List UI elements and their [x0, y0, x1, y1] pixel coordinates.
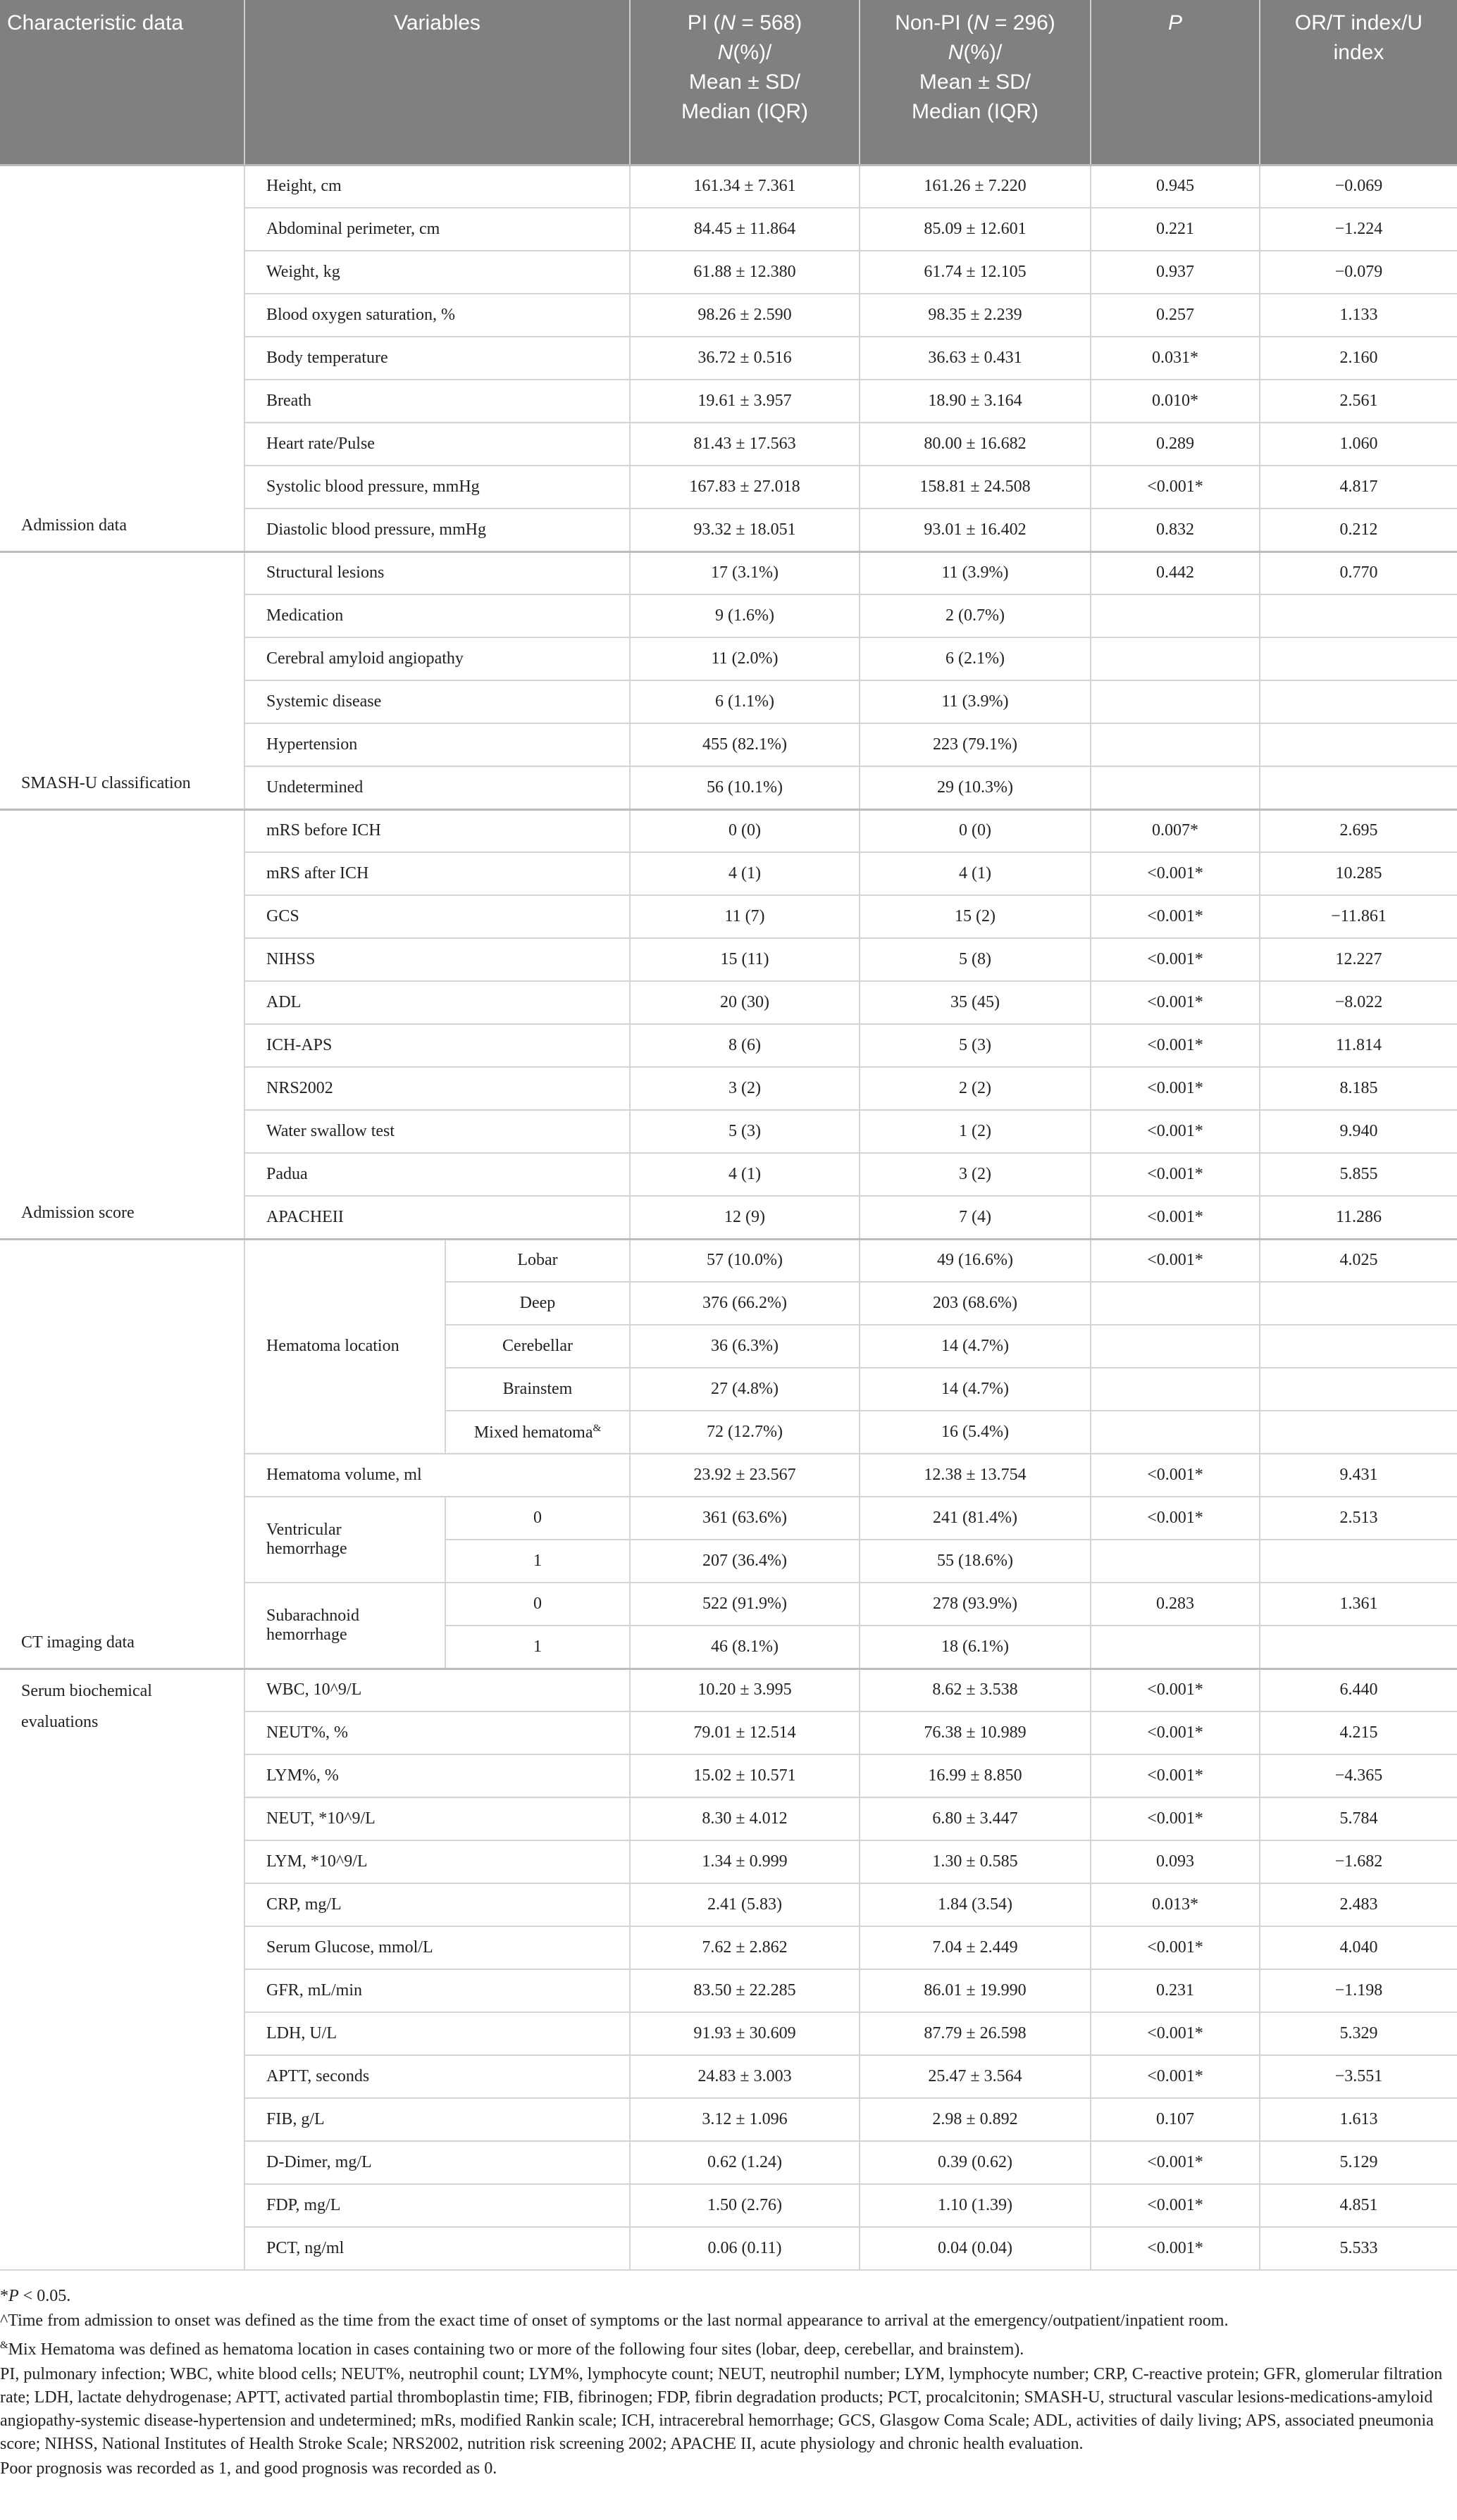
- variable-name: FDP, mg/L: [244, 2184, 630, 2227]
- non-pi-value: 6 (2.1%): [860, 637, 1091, 680]
- variable-name: Hypertension: [244, 723, 630, 766]
- p-value: <0.001*: [1091, 895, 1260, 938]
- variable-name: CRP, mg/L: [244, 1883, 630, 1926]
- variable-name: Weight, kg: [244, 251, 630, 294]
- non-pi-value: 55 (18.6%): [860, 1540, 1091, 1583]
- statistic-value: 5.855: [1260, 1153, 1457, 1196]
- p-value: [1091, 1282, 1260, 1325]
- pi-value: 10.20 ± 3.995: [630, 1668, 860, 1711]
- non-pi-value: 3 (2): [860, 1153, 1091, 1196]
- statistic-value: −1.198: [1260, 1969, 1457, 2012]
- header-variables: Variables: [244, 0, 630, 165]
- non-pi-value: 1.10 (1.39): [860, 2184, 1091, 2227]
- pi-value: 91.93 ± 30.609: [630, 2012, 860, 2055]
- statistic-value: −3.551: [1260, 2055, 1457, 2098]
- variable-subcategory: Cerebellar: [445, 1325, 630, 1368]
- statistic-value: 2.160: [1260, 337, 1457, 380]
- variable-name: APTT, seconds: [244, 2055, 630, 2098]
- non-pi-value: 5 (8): [860, 938, 1091, 981]
- variable-name: Blood oxygen saturation, %: [244, 294, 630, 337]
- non-pi-value: 93.01 ± 16.402: [860, 509, 1091, 551]
- variable-subcategory: Brainstem: [445, 1368, 630, 1411]
- variable-subcategory: Deep: [445, 1282, 630, 1325]
- non-pi-value: 25.47 ± 3.564: [860, 2055, 1091, 2098]
- statistic-value: 4.215: [1260, 1711, 1457, 1754]
- p-value: <0.001*: [1091, 2184, 1260, 2227]
- p-value: 0.945: [1091, 165, 1260, 208]
- non-pi-value: 161.26 ± 7.220: [860, 165, 1091, 208]
- variable-name: Structural lesions: [244, 551, 630, 594]
- variable-name: APACHEII: [244, 1196, 630, 1239]
- statistic-value: 2.483: [1260, 1883, 1457, 1926]
- footnote-prognosis: Poor prognosis was recorded as 1, and good prognosis was recorded as 0.: [0, 2459, 497, 2478]
- p-value: <0.001*: [1091, 1668, 1260, 1711]
- non-pi-value: 16.99 ± 8.850: [860, 1754, 1091, 1797]
- pi-value: 0.06 (0.11): [630, 2227, 860, 2270]
- non-pi-value: 7.04 ± 2.449: [860, 1926, 1091, 1969]
- pi-value: 79.01 ± 12.514: [630, 1711, 860, 1754]
- p-value: <0.001*: [1091, 852, 1260, 895]
- statistic-value: 9.940: [1260, 1110, 1457, 1153]
- non-pi-value: 203 (68.6%): [860, 1282, 1091, 1325]
- non-pi-value: 14 (4.7%): [860, 1325, 1091, 1368]
- pi-value: 98.26 ± 2.590: [630, 294, 860, 337]
- statistic-value: [1260, 1540, 1457, 1583]
- statistic-value: 0.212: [1260, 509, 1457, 551]
- pi-value: 1.50 (2.76): [630, 2184, 860, 2227]
- footnote-mixed-hematoma: &Mix Hematoma was defined as hematoma location in cases containing two or more of the following four sites (lobar, deep, cerebellar, and brainstem).: [0, 2340, 1024, 2359]
- p-value: 0.221: [1091, 208, 1260, 251]
- p-value: <0.001*: [1091, 1110, 1260, 1153]
- pi-value: 72 (12.7%): [630, 1411, 860, 1454]
- pi-value: 81.43 ± 17.563: [630, 423, 860, 466]
- variable-name: LYM%, %: [244, 1754, 630, 1797]
- non-pi-value: 98.35 ± 2.239: [860, 294, 1091, 337]
- pi-value: 207 (36.4%): [630, 1540, 860, 1583]
- non-pi-value: 1.30 ± 0.585: [860, 1840, 1091, 1883]
- variable-name: WBC, 10^9/L: [244, 1668, 630, 1711]
- p-value: <0.001*: [1091, 2055, 1260, 2098]
- non-pi-value: 49 (16.6%): [860, 1239, 1091, 1282]
- group-label: Admission data: [0, 165, 244, 551]
- variable-subcategory: 1: [445, 1626, 630, 1668]
- pi-value: 0 (0): [630, 809, 860, 852]
- non-pi-value: 2 (0.7%): [860, 594, 1091, 637]
- p-value: <0.001*: [1091, 1454, 1260, 1497]
- p-value: <0.001*: [1091, 2012, 1260, 2055]
- table-body: [0, 165, 1457, 2270]
- non-pi-value: 12.38 ± 13.754: [860, 1454, 1091, 1497]
- table-row: [0, 551, 1457, 594]
- pi-value: 522 (91.9%): [630, 1583, 860, 1626]
- statistic-value: [1260, 680, 1457, 723]
- non-pi-value: 11 (3.9%): [860, 680, 1091, 723]
- pi-value: 15 (11): [630, 938, 860, 981]
- table-row: [0, 1239, 1457, 1282]
- non-pi-value: 18.90 ± 3.164: [860, 380, 1091, 423]
- non-pi-value: 76.38 ± 10.989: [860, 1711, 1091, 1754]
- pi-value: 36 (6.3%): [630, 1325, 860, 1368]
- statistic-value: −0.079: [1260, 251, 1457, 294]
- non-pi-value: 80.00 ± 16.682: [860, 423, 1091, 466]
- statistic-value: 1.060: [1260, 423, 1457, 466]
- statistic-value: [1260, 766, 1457, 809]
- p-value: <0.001*: [1091, 1196, 1260, 1239]
- p-value: 0.832: [1091, 509, 1260, 551]
- variable-name: LYM, *10^9/L: [244, 1840, 630, 1883]
- non-pi-value: 61.74 ± 12.105: [860, 251, 1091, 294]
- variable-name: GFR, mL/min: [244, 1969, 630, 2012]
- variable-name: mRS after ICH: [244, 852, 630, 895]
- pi-value: 8.30 ± 4.012: [630, 1797, 860, 1840]
- statistic-value: 4.817: [1260, 466, 1457, 509]
- group-label: Serum biochemical evaluations: [0, 1668, 244, 2270]
- p-value: <0.001*: [1091, 1067, 1260, 1110]
- p-value: 0.257: [1091, 294, 1260, 337]
- pi-value: 46 (8.1%): [630, 1626, 860, 1668]
- pi-value: 23.92 ± 23.567: [630, 1454, 860, 1497]
- statistic-value: 5.784: [1260, 1797, 1457, 1840]
- statistic-value: 1.613: [1260, 2098, 1457, 2141]
- table-header-row: [0, 0, 1457, 165]
- non-pi-value: 29 (10.3%): [860, 766, 1091, 809]
- non-pi-value: 2 (2): [860, 1067, 1091, 1110]
- non-pi-value: 5 (3): [860, 1024, 1091, 1067]
- non-pi-value: 14 (4.7%): [860, 1368, 1091, 1411]
- statistic-value: 2.561: [1260, 380, 1457, 423]
- pi-value: 1.34 ± 0.999: [630, 1840, 860, 1883]
- variable-name: NIHSS: [244, 938, 630, 981]
- pi-value: 2.41 (5.83): [630, 1883, 860, 1926]
- p-value: 0.937: [1091, 251, 1260, 294]
- variable-name: Height, cm: [244, 165, 630, 208]
- pi-value: 36.72 ± 0.516: [630, 337, 860, 380]
- p-value: [1091, 1368, 1260, 1411]
- pi-value: 57 (10.0%): [630, 1239, 860, 1282]
- pi-value: 84.45 ± 11.864: [630, 208, 860, 251]
- non-pi-value: 18 (6.1%): [860, 1626, 1091, 1668]
- p-value: 0.031*: [1091, 337, 1260, 380]
- statistic-value: 12.227: [1260, 938, 1457, 981]
- variable-name: Ventricular hemorrhage: [244, 1497, 445, 1583]
- pi-value: 56 (10.1%): [630, 766, 860, 809]
- p-value: [1091, 1540, 1260, 1583]
- p-value: [1091, 594, 1260, 637]
- non-pi-value: 87.79 ± 26.598: [860, 2012, 1091, 2055]
- p-value: <0.001*: [1091, 1239, 1260, 1282]
- non-pi-value: 0 (0): [860, 809, 1091, 852]
- pi-value: 455 (82.1%): [630, 723, 860, 766]
- footnotes: [0, 2271, 1457, 2481]
- p-value: <0.001*: [1091, 1024, 1260, 1067]
- pi-value: 376 (66.2%): [630, 1282, 860, 1325]
- variable-name: NEUT, *10^9/L: [244, 1797, 630, 1840]
- variable-subcategory: 0: [445, 1497, 630, 1540]
- variable-name: Breath: [244, 380, 630, 423]
- statistic-value: 1.133: [1260, 294, 1457, 337]
- p-value: <0.001*: [1091, 1711, 1260, 1754]
- variable-name: ADL: [244, 981, 630, 1024]
- variable-name: D-Dimer, mg/L: [244, 2141, 630, 2184]
- p-value: [1091, 723, 1260, 766]
- variable-name: NEUT%, %: [244, 1711, 630, 1754]
- p-value: <0.001*: [1091, 1153, 1260, 1196]
- p-value: [1091, 1411, 1260, 1454]
- variable-name: Padua: [244, 1153, 630, 1196]
- statistic-value: [1260, 1411, 1457, 1454]
- statistic-value: 6.440: [1260, 1668, 1457, 1711]
- pi-value: 3 (2): [630, 1067, 860, 1110]
- statistic-value: [1260, 637, 1457, 680]
- statistic-value: 4.025: [1260, 1239, 1457, 1282]
- pi-value: 19.61 ± 3.957: [630, 380, 860, 423]
- non-pi-value: 11 (3.9%): [860, 551, 1091, 594]
- pi-value: 4 (1): [630, 1153, 860, 1196]
- p-value: 0.231: [1091, 1969, 1260, 2012]
- pi-value: 12 (9): [630, 1196, 860, 1239]
- non-pi-value: 223 (79.1%): [860, 723, 1091, 766]
- variable-name: Abdominal perimeter, cm: [244, 208, 630, 251]
- variable-name: Systemic disease: [244, 680, 630, 723]
- pi-value: 11 (7): [630, 895, 860, 938]
- non-pi-value: 85.09 ± 12.601: [860, 208, 1091, 251]
- variable-name: Body temperature: [244, 337, 630, 380]
- p-value: [1091, 1325, 1260, 1368]
- header-p-value: P: [1091, 0, 1260, 165]
- variable-name: Water swallow test: [244, 1110, 630, 1153]
- statistic-value: 5.329: [1260, 2012, 1457, 2055]
- variable-subcategory: Lobar: [445, 1239, 630, 1282]
- variable-name: Serum Glucose, mmol/L: [244, 1926, 630, 1969]
- p-value: <0.001*: [1091, 2227, 1260, 2270]
- variable-name: Diastolic blood pressure, mmHg: [244, 509, 630, 551]
- statistic-value: [1260, 594, 1457, 637]
- non-pi-value: 35 (45): [860, 981, 1091, 1024]
- statistic-value: −11.861: [1260, 895, 1457, 938]
- pi-value: 61.88 ± 12.380: [630, 251, 860, 294]
- variable-name: Systolic blood pressure, mmHg: [244, 466, 630, 509]
- p-value: [1091, 1626, 1260, 1668]
- pi-value: 4 (1): [630, 852, 860, 895]
- non-pi-value: 2.98 ± 0.892: [860, 2098, 1091, 2141]
- p-value: [1091, 637, 1260, 680]
- p-value: <0.001*: [1091, 1797, 1260, 1840]
- variable-subcategory: 0: [445, 1583, 630, 1626]
- non-pi-value: 1 (2): [860, 1110, 1091, 1153]
- statistic-value: 2.695: [1260, 809, 1457, 852]
- non-pi-value: 4 (1): [860, 852, 1091, 895]
- variable-name: Cerebral amyloid angiopathy: [244, 637, 630, 680]
- pi-value: 20 (30): [630, 981, 860, 1024]
- statistic-value: [1260, 723, 1457, 766]
- statistic-value: −8.022: [1260, 981, 1457, 1024]
- pi-value: 24.83 ± 3.003: [630, 2055, 860, 2098]
- non-pi-value: 7 (4): [860, 1196, 1091, 1239]
- variable-subcategory: 1: [445, 1540, 630, 1583]
- non-pi-value: 241 (81.4%): [860, 1497, 1091, 1540]
- variable-name: mRS before ICH: [244, 809, 630, 852]
- statistic-value: [1260, 1368, 1457, 1411]
- statistic-value: 11.814: [1260, 1024, 1457, 1067]
- variable-name: Hematoma location: [244, 1239, 445, 1454]
- pi-value: 5 (3): [630, 1110, 860, 1153]
- p-value: <0.001*: [1091, 466, 1260, 509]
- pi-value: 6 (1.1%): [630, 680, 860, 723]
- p-value: <0.001*: [1091, 938, 1260, 981]
- variable-name: LDH, U/L: [244, 2012, 630, 2055]
- pi-value: 93.32 ± 18.051: [630, 509, 860, 551]
- statistic-value: −0.069: [1260, 165, 1457, 208]
- statistic-value: 2.513: [1260, 1497, 1457, 1540]
- variable-name: FIB, g/L: [244, 2098, 630, 2141]
- statistic-value: 4.040: [1260, 1926, 1457, 1969]
- variable-name: Medication: [244, 594, 630, 637]
- variable-name: Undetermined: [244, 766, 630, 809]
- non-pi-value: 158.81 ± 24.508: [860, 466, 1091, 509]
- non-pi-value: 86.01 ± 19.990: [860, 1969, 1091, 2012]
- pi-value: 17 (3.1%): [630, 551, 860, 594]
- p-value: [1091, 680, 1260, 723]
- p-value: [1091, 766, 1260, 809]
- footnote-significance: *P < 0.05.: [0, 2287, 71, 2305]
- p-value: 0.013*: [1091, 1883, 1260, 1926]
- p-value: 0.283: [1091, 1583, 1260, 1626]
- pi-value: 3.12 ± 1.096: [630, 2098, 860, 2141]
- p-value: <0.001*: [1091, 2141, 1260, 2184]
- statistic-value: 5.533: [1260, 2227, 1457, 2270]
- statistic-value: −1.224: [1260, 208, 1457, 251]
- pi-value: 7.62 ± 2.862: [630, 1926, 860, 1969]
- non-pi-value: 0.04 (0.04): [860, 2227, 1091, 2270]
- p-value: 0.093: [1091, 1840, 1260, 1883]
- pi-value: 27 (4.8%): [630, 1368, 860, 1411]
- non-pi-value: 15 (2): [860, 895, 1091, 938]
- non-pi-value: 6.80 ± 3.447: [860, 1797, 1091, 1840]
- variable-name: NRS2002: [244, 1067, 630, 1110]
- p-value: 0.010*: [1091, 380, 1260, 423]
- statistic-value: 10.285: [1260, 852, 1457, 895]
- statistic-value: [1260, 1282, 1457, 1325]
- statistic-value: −4.365: [1260, 1754, 1457, 1797]
- statistic-value: 0.770: [1260, 551, 1457, 594]
- table-row: [0, 809, 1457, 852]
- variable-name: Hematoma volume, ml: [244, 1454, 630, 1497]
- p-value: <0.001*: [1091, 1926, 1260, 1969]
- statistic-value: 11.286: [1260, 1196, 1457, 1239]
- statistic-value: [1260, 1325, 1457, 1368]
- p-value: 0.107: [1091, 2098, 1260, 2141]
- footnote-abbreviations: PI, pulmonary infection; WBC, white blood cells; NEUT%, neutrophil count; LYM%, lymphocyte count; NEUT, neutrophil number; LYM, lymphocyte number; CRP, C-reactive protein; GFR, glomerular filtration rate; LDH, lactate dehydrogenase; APTT, activated partial thromboplastin time; FIB, fibrinogen; FDP, fibrin degradation products; PCT, procalcitonin; SMASH-U, structural vascular lesions-medications-amyloid angiopathy-systemic disease-hypertension and undetermined; mRs, modified Rankin scale; ICH, intracerebral hemorrhage; GCS, Glasgow Coma Scale; ADL, activities of daily living; APS, associated pneumonia score; NIHSS, National Institutes of Health Stroke Scale; NRS2002, nutrition risk screening 2002; APACHE II, acute physiology and chronic health evaluation.: [0, 2365, 1443, 2453]
- non-pi-value: 36.63 ± 0.431: [860, 337, 1091, 380]
- non-pi-value: 8.62 ± 3.538: [860, 1668, 1091, 1711]
- statistic-value: 1.361: [1260, 1583, 1457, 1626]
- group-label: CT imaging data: [0, 1239, 244, 1668]
- variable-name: GCS: [244, 895, 630, 938]
- statistic-value: 4.851: [1260, 2184, 1457, 2227]
- p-value: 0.007*: [1091, 809, 1260, 852]
- group-label: Admission score: [0, 809, 244, 1239]
- variable-name: PCT, ng/ml: [244, 2227, 630, 2270]
- statistic-value: [1260, 1626, 1457, 1668]
- header-characteristic: Characteristic data: [0, 0, 244, 165]
- p-value: <0.001*: [1091, 981, 1260, 1024]
- statistic-value: −1.682: [1260, 1840, 1457, 1883]
- non-pi-value: 0.39 (0.62): [860, 2141, 1091, 2184]
- variable-subcategory: Mixed hematoma&: [445, 1411, 630, 1454]
- table-row: [0, 165, 1457, 208]
- non-pi-value: 1.84 (3.54): [860, 1883, 1091, 1926]
- pi-value: 11 (2.0%): [630, 637, 860, 680]
- group-label: SMASH-U classification: [0, 551, 244, 809]
- p-value: 0.289: [1091, 423, 1260, 466]
- pi-value: 9 (1.6%): [630, 594, 860, 637]
- non-pi-value: 278 (93.9%): [860, 1583, 1091, 1626]
- p-value: <0.001*: [1091, 1497, 1260, 1540]
- non-pi-value: 16 (5.4%): [860, 1411, 1091, 1454]
- pi-value: 361 (63.6%): [630, 1497, 860, 1540]
- statistic-value: 5.129: [1260, 2141, 1457, 2184]
- p-value: <0.001*: [1091, 1754, 1260, 1797]
- p-value: 0.442: [1091, 551, 1260, 594]
- variable-name: ICH-APS: [244, 1024, 630, 1067]
- variable-name: Heart rate/Pulse: [244, 423, 630, 466]
- pi-value: 83.50 ± 22.285: [630, 1969, 860, 2012]
- pi-value: 0.62 (1.24): [630, 2141, 860, 2184]
- header-pi: PI (N = 568) N(%)/ Mean ± SD/ Median (IQR): [630, 0, 860, 165]
- statistic-value: 8.185: [1260, 1067, 1457, 1110]
- variable-name: Subarachnoid hemorrhage: [244, 1583, 445, 1668]
- pi-value: 15.02 ± 10.571: [630, 1754, 860, 1797]
- pi-value: 161.34 ± 7.361: [630, 165, 860, 208]
- footnote-time: ^Time from admission to onset was defined as the time from the exact time of onset of symptoms or the last normal appearance to arrival at the emergency/outpatient/inpatient room.: [0, 2312, 1229, 2330]
- statistic-value: 9.431: [1260, 1454, 1457, 1497]
- pi-value: 167.83 ± 27.018: [630, 466, 860, 509]
- header-statistic: OR/T index/U index: [1260, 0, 1457, 165]
- table-row: [0, 1668, 1457, 1711]
- header-non-pi: Non-PI (N = 296) N(%)/ Mean ± SD/ Median (IQR): [860, 0, 1091, 165]
- pi-value: 8 (6): [630, 1024, 860, 1067]
